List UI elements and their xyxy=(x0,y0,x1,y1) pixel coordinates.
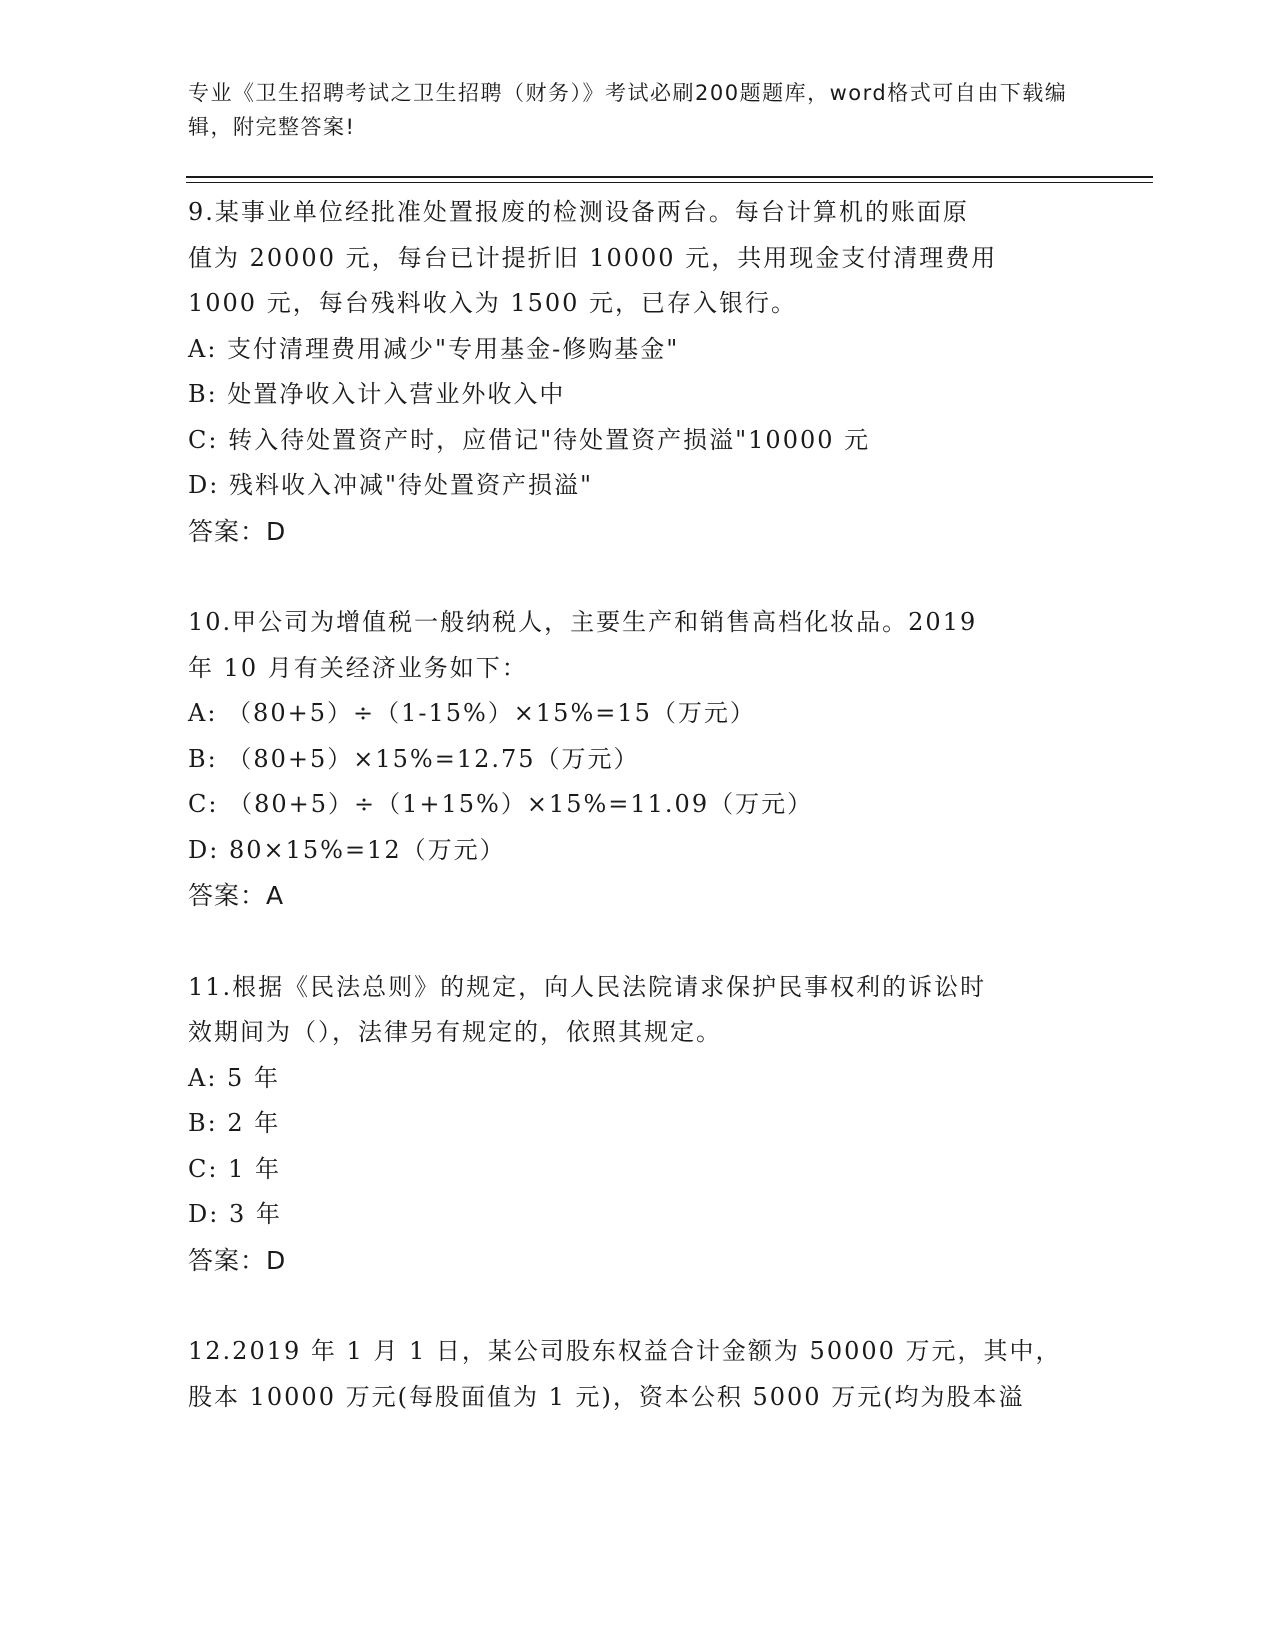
option-c: C: （80+5）÷（1+15%）×15%=11.09（万元） xyxy=(188,790,814,818)
question-12 xyxy=(188,1329,1088,1420)
header-divider-thin xyxy=(186,182,1153,183)
question-10 xyxy=(188,600,1088,919)
question-stem-line: 11.根据《民法总则》的规定，向人民法院请求保护民事权利的诉讼时 xyxy=(188,972,987,1001)
option-c: C: 转入待处置资产时，应借记"待处置资产损溢"10000 元 xyxy=(188,425,871,454)
option-a: A: （80+5）÷（1-15%）×15%=15（万元） xyxy=(188,699,756,727)
question-stem-line: 1000 元，每台残料收入为 1500 元，已存入银行。 xyxy=(188,289,798,317)
question-stem-line: 股本 10000 万元(每股面值为 1 元)，资本公积 5000 万元(均为股本溢 xyxy=(188,1382,1025,1411)
option-d: D: 80×15%=12（万元） xyxy=(188,835,506,864)
answer-label: 答案：D xyxy=(188,1245,287,1275)
answer-label: 答案：A xyxy=(188,881,285,910)
question-stem-line: 9.某事业单位经批准处置报废的检测设备两台。每台计算机的账面原 xyxy=(188,198,969,226)
question-stem-line: 效期间为（），法律另有规定的，依照其规定。 xyxy=(188,1018,722,1046)
option-d: D: 3 年 xyxy=(188,1200,282,1228)
question-stem-line: 10.甲公司为增值税一般纳税人，主要生产和销售高档化妆品。2019 xyxy=(188,608,978,636)
option-a: A: 5 年 xyxy=(188,1063,280,1092)
question-stem-line: 12.2019 年 1 月 1 日，某公司股东权益合计金额为 50000 万元，其中， xyxy=(188,1337,1062,1365)
answer-label: 答案：D xyxy=(188,516,287,546)
option-b: B: 处置净收入计入营业外收入中 xyxy=(188,380,566,408)
header-divider-thick xyxy=(186,176,1153,178)
question-stem-line: 年 10 月有关经济业务如下： xyxy=(188,653,528,682)
option-b: B: 2 年 xyxy=(188,1109,281,1137)
header-text: 专业《卫生招聘考试之卫生招聘（财务）》考试必刷200题题库，word格式可自由下载编辑，附完整答案! xyxy=(188,81,1068,139)
option-c: C: 1 年 xyxy=(188,1154,281,1183)
document-header xyxy=(188,76,1068,144)
question-stem-line: 值为 20000 元，每台已计提折旧 10000 元，共用现金支付清理费用 xyxy=(188,243,998,272)
option-a: A: 支付清理费用减少"专用基金-修购基金" xyxy=(188,334,680,363)
question-11 xyxy=(188,965,1088,1284)
question-list xyxy=(188,190,1088,1466)
option-d: D: 残料收入冲减"待处置资产损溢" xyxy=(188,471,594,499)
option-b: B: （80+5）×15%=12.75（万元） xyxy=(188,744,640,773)
question-9 xyxy=(188,190,1088,554)
